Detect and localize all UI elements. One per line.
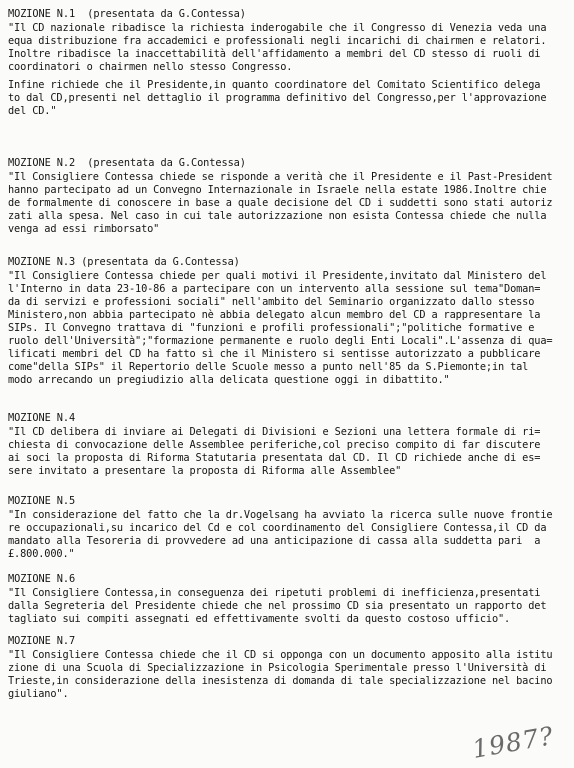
- handwritten-year-note: 1987?: [470, 721, 556, 764]
- motion-2-line-2: hanno partecipato ad un Convegno Internazionale in Israele nella estate 1986.Inoltre chie: [8, 184, 547, 196]
- motion-6-line-2: dalla Segreteria del Presidente chiede che nel prossimo CD sia presentato un rapporto det: [8, 600, 547, 612]
- motion-5-line-2: re occupazionali,su incarico del Cd e col coordinamento del Consigliere Contessa,il CD da: [8, 522, 547, 534]
- motion-3-line-4: Ministero,non abbia partecipato nè abbia delegato alcun membro del CD a rappresentare la: [8, 309, 541, 321]
- motion-2-line-5: venga ad essi rimborsato": [8, 223, 160, 235]
- motion-6-title: MOZIONE N.6: [8, 573, 76, 585]
- motion-4-line-4: sere invitato a presentare la proposta di Riforma alle Assemblee": [8, 465, 402, 477]
- motion-1: [8, 8, 568, 118]
- motion-4-line-3: ai soci la proposta di Riforma Statutaria presentata dal CD. Il CD richiede anche di es=: [8, 452, 541, 464]
- motion-1-paragraph-1-line-2: equa distribuzione fra accademici e professionali negli incarichi di chairmen e relatori.: [8, 35, 547, 47]
- motion-2-title: MOZIONE N.2 (presentata da G.Contessa): [8, 157, 246, 169]
- motion-1-paragraph-2-line-1: Infine richiede che il Presidente,in quanto coordinatore del Comitato Scientifico delega: [8, 79, 541, 91]
- motion-5-paragraph-1: [8, 509, 568, 561]
- motion-3-line-3: da di servizi e professioni sociali" nell'ambito del Seminario organizzato dallo stesso: [8, 296, 535, 308]
- motion-1-title: MOZIONE N.1 (presentata da G.Contessa): [8, 8, 246, 20]
- motion-7-line-4: giuliano".: [8, 688, 69, 700]
- motion-7: [8, 635, 568, 701]
- motion-3-line-6: ruolo dell'Università";"formazione permanente e ruolo degli Enti Locali".L'assenza di qua=: [8, 335, 553, 347]
- motion-6-paragraph-1: [8, 587, 568, 626]
- motion-7-line-1: "Il Consigliere Contessa chiede che il CD si opponga con un documento apposito alla istitu: [8, 649, 553, 661]
- motion-5-title: MOZIONE N.5: [8, 495, 76, 507]
- motion-4: [8, 412, 568, 478]
- motion-5-line-3: mandato alla Tesoreria di provvedere ad una anticipazione di cassa alla suddetta pari a: [8, 535, 541, 547]
- motion-3-title: MOZIONE N.3 (presentata da G.Contessa): [8, 256, 240, 268]
- motion-3-line-7: lificati membri del CD ha fatto sì che il Ministero si sentisse autorizzato a pubblicare: [8, 348, 541, 360]
- motion-2-line-4: zati alla spesa. Nel caso in cui tale autorizzazione non esista Contessa chiede che nulla: [8, 210, 547, 222]
- motion-6: [8, 573, 568, 626]
- motion-2: [8, 157, 568, 236]
- motion-7-line-2: zione di una Scuola di Specializzazione in Psicologia Sperimentale presso l'Università di: [8, 662, 547, 674]
- motion-4-line-2: chiesta di convocazione delle Assemblee periferiche,col preciso compito di far discutere: [8, 439, 541, 451]
- motion-7-line-3: Trieste,in considerazione della inesistenza di domanda di tale specializzazione nel bacino: [8, 675, 553, 687]
- motion-3-line-1: "Il Consigliere Contessa chiede per quali motivi il Presidente,invitato dal Ministero del: [8, 270, 547, 282]
- motion-3-line-2: l'Interno in data 23-10-86 a partecipare con un intervento alla sessione sul tema"Doman=: [8, 283, 541, 295]
- motion-3-line-9: modo arrecando un pregiudizio alla delicata questione oggi in dibattito.": [8, 374, 450, 386]
- motion-4-line-1: "Il CD delibera di inviare ai Delegati di Divisioni e Sezioni una lettera formale di ri=: [8, 426, 541, 438]
- motion-1-paragraph-1: [8, 22, 568, 74]
- motion-5-line-1: "In considerazione del fatto che la dr.Vogelsang ha avviato la ricerca sulle nuove frontie: [8, 509, 553, 521]
- motion-3: [8, 256, 568, 387]
- motion-4-paragraph-1: [8, 426, 568, 478]
- motion-3-line-5: SIPs. Il Convegno trattava di "funzioni e profili professionali";"politiche formative e: [8, 322, 535, 334]
- motion-7-title: MOZIONE N.7: [8, 635, 76, 647]
- motion-5: [8, 495, 568, 561]
- motion-3-line-8: come"della SIPs" il Repertorio delle Scuole messo a punto nell'85 da S.Piemonte;in tal: [8, 361, 529, 373]
- motion-2-line-1: "Il Consigliere Contessa chiede se risponde a verità che il Presidente e il Past-President: [8, 171, 553, 183]
- motion-7-paragraph-1: [8, 649, 568, 701]
- motion-6-line-1: "Il Consigliere Contessa,in conseguenza dei ripetuti problemi di inefficienza,presentati: [8, 587, 541, 599]
- motion-6-line-3: tagliato sui compiti assegnati ed effettivamente svolti da questo costoso ufficio".: [8, 613, 511, 625]
- motion-1-paragraph-2-line-2: to dal CD,presenti nel dettaglio il programma definitivo del Congresso,per l'approvazione: [8, 92, 547, 104]
- motion-2-paragraph-1: [8, 171, 568, 236]
- motion-1-paragraph-1-line-1: "Il CD nazionale ribadisce la richiesta inderogabile che il Congresso di Venezia veda una: [8, 22, 547, 34]
- motion-4-title: MOZIONE N.4: [8, 412, 76, 424]
- motion-5-line-4: £.800.000.": [8, 548, 75, 560]
- motion-2-line-3: de formalmente di conoscere in base a quale decisione del CD i suddetti sono stati autoriz: [8, 197, 553, 209]
- motion-3-paragraph-1: [8, 270, 568, 387]
- motion-1-paragraph-2-line-3: del CD.": [8, 105, 57, 117]
- motion-1-paragraph-1-line-3: Inoltre ribadisce la inaccettabilità dell'affidamento a membri del CD stesso di ruoli di: [8, 48, 541, 60]
- motion-1-paragraph-2: [8, 79, 568, 118]
- motion-1-paragraph-1-line-4: coordinatori o chairmen nello stesso Congresso.: [8, 61, 293, 73]
